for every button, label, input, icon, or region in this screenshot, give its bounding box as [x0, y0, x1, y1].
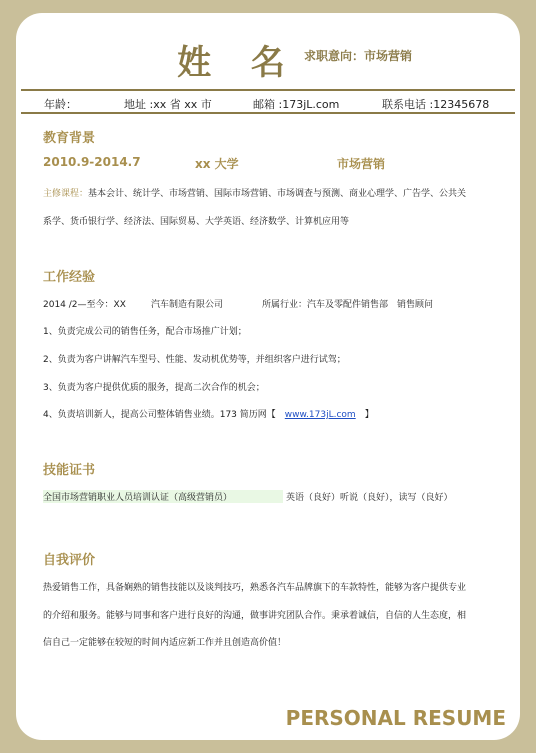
- info-phone: 联系电话 :12345678: [382, 98, 490, 111]
- self-line-3: 信自己一定能够在较短的时间内适应新工作并且创造高价值！: [43, 638, 287, 648]
- edu-courses-line2: 系学、货币银行学、经济法、国际贸易、大学英语、经济数学、计算机应用等: [43, 217, 350, 227]
- info-address: 地址 :xx 省 xx 市: [124, 98, 212, 111]
- edu-courses-line1: [43, 186, 466, 199]
- info-email: 邮箱 :173jL.com: [253, 98, 340, 111]
- resume-page: [16, 13, 520, 740]
- edu-school: xx 大学: [195, 157, 239, 171]
- section-title-work: 工作经验: [43, 270, 96, 285]
- courses-label: 主修课程：: [43, 189, 89, 199]
- work-item-4-end: 】: [364, 410, 374, 420]
- divider-bottom: [21, 112, 515, 114]
- work-period: 2014 /2—至今：XX: [43, 300, 126, 310]
- work-company: 汽车制造有限公司: [151, 300, 224, 310]
- edu-period: 2010.9-2014.7: [43, 155, 141, 169]
- work-item-2: 2、负责为客户讲解汽车型号、性能、发动机优势等，并组织客户进行试驾；: [43, 355, 346, 365]
- work-item-1: 1、负责完成公司的销售任务，配合市场推广计划；: [43, 327, 247, 337]
- skills-lang: 英语（良好）听说（良好），读写（良好）: [286, 493, 453, 503]
- section-title-skills: 技能证书: [43, 463, 96, 478]
- edu-major: 市场营销: [337, 157, 386, 171]
- website-link[interactable]: www.173jL.com: [284, 410, 356, 420]
- divider-top: [21, 89, 515, 91]
- section-title-self: 自我评价: [43, 553, 96, 568]
- self-line-2: 的介绍和服务。能够与同事和客户进行良好的沟通，做事讲究团队合作。秉承着诚信，自信的人生态度，相: [43, 611, 467, 621]
- personal-resume-brand: PERSONAL RESUME: [285, 706, 506, 730]
- work-item-3: 3、负责为客户提供优质的服务，提高二次合作的机会；: [43, 383, 265, 393]
- work-item-4: [43, 407, 374, 420]
- skills-cert: 全国市场营销职业人员培训认证（高级营销员）: [43, 490, 283, 503]
- job-intent: 求职意向：市场营销: [304, 49, 413, 63]
- self-line-1: 热爱销售工作，具备娴熟的销售技能以及谈判技巧，熟悉各汽车品牌旗下的车款特性，能够为客户提供专业: [43, 583, 467, 593]
- candidate-name: 姓 名: [177, 43, 299, 83]
- courses-text: 基本会计、统计学、市场营销、国际市场营销、市场调查与预测、商业心理学、广告学、公共关: [88, 189, 467, 199]
- info-age: 年龄：: [44, 98, 77, 111]
- work-industry: 所属行业：汽车及零配件销售部 销售顾问: [262, 300, 434, 310]
- work-item-4-text: 4、负责培训新人，提高公司整体销售业绩。173 简历网【: [43, 410, 276, 420]
- section-title-education: 教育背景: [43, 131, 96, 146]
